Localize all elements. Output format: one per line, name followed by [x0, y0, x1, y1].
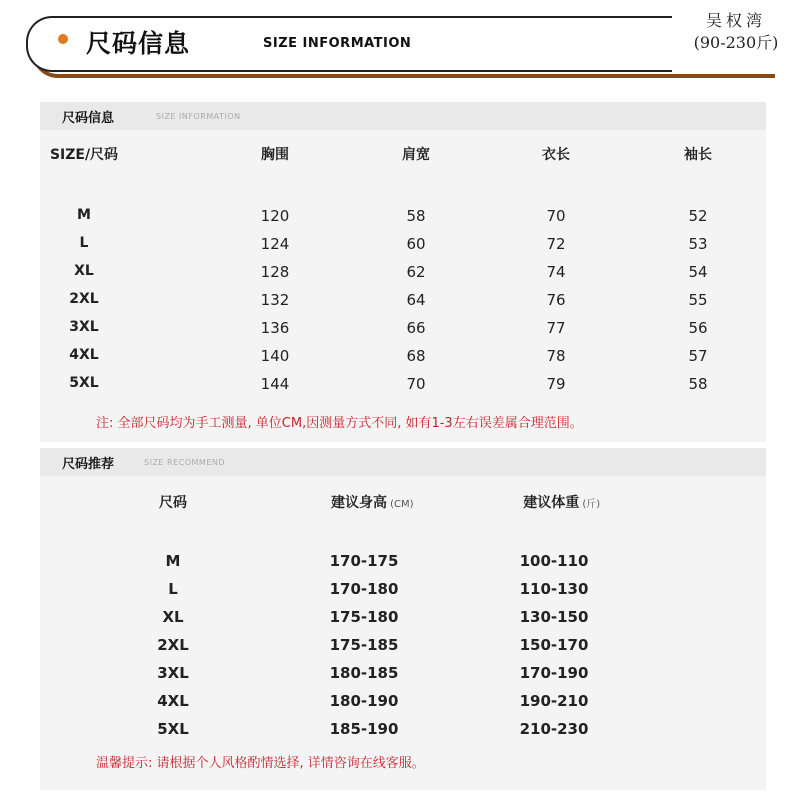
- table-cell: 52: [688, 207, 708, 225]
- size-label: 4XL: [69, 347, 99, 363]
- table-cell: 110-130: [519, 580, 589, 598]
- size-info-heading-cn: 尺码信息: [62, 111, 115, 126]
- table-cell: 210-230: [519, 720, 589, 738]
- size-label: 5XL: [69, 375, 99, 391]
- size-label: 2XL: [69, 291, 99, 307]
- column-header-label: 建议身高: [330, 495, 387, 511]
- table-cell: 53: [688, 235, 708, 253]
- column-header: 尺码: [159, 495, 187, 511]
- badge-weight-range: (90-230斤): [693, 33, 779, 52]
- column-header: 袖长: [684, 147, 712, 163]
- size-info-heading-en: SIZE INFORMATION: [156, 112, 241, 121]
- table-cell: 79: [546, 375, 566, 393]
- size-label: XL: [162, 608, 184, 626]
- table-cell: 60: [406, 235, 426, 253]
- table-cell: 74: [546, 263, 566, 281]
- table-cell: 57: [688, 347, 708, 365]
- column-unit: (斤): [579, 499, 601, 510]
- size-label: 4XL: [157, 692, 189, 710]
- table-cell: 76: [546, 291, 566, 309]
- table-cell: 64: [406, 291, 426, 309]
- size-label: L: [168, 580, 178, 598]
- table-cell: 70: [406, 375, 426, 393]
- table-cell: 150-170: [519, 636, 589, 654]
- table-cell: 132: [260, 291, 290, 309]
- table-cell: 140: [260, 347, 290, 365]
- table-cell: 170-175: [329, 552, 399, 570]
- table-cell: 58: [406, 207, 426, 225]
- table-cell: 77: [546, 319, 566, 337]
- column-header: SIZE/尺码: [49, 147, 119, 163]
- table-cell: 128: [260, 263, 290, 281]
- table-cell: 72: [546, 235, 566, 253]
- size-label: 3XL: [157, 664, 189, 682]
- size-label: 5XL: [157, 720, 189, 738]
- banner-title-cn: 尺码信息: [86, 29, 191, 58]
- size-label: XL: [74, 263, 94, 279]
- table-cell: 185-190: [329, 720, 399, 738]
- header-banner: [26, 16, 774, 72]
- column-header: 衣长: [542, 147, 570, 163]
- column-unit: (CM): [386, 499, 414, 510]
- table-cell: 180-185: [329, 664, 399, 682]
- table-cell: 78: [546, 347, 566, 365]
- size-recommend-note: 温馨提示: 请根据个人风格酌情选择, 详情咨询在线客服。: [96, 756, 425, 771]
- table-cell: 120: [260, 207, 290, 225]
- bullet-dot-icon: [58, 34, 68, 44]
- table-cell: 62: [406, 263, 426, 281]
- size-label: 3XL: [69, 319, 99, 335]
- table-cell: 54: [688, 263, 708, 281]
- table-cell: 170-190: [519, 664, 589, 682]
- column-header: [331, 492, 414, 512]
- size-recommend-heading-cn: 尺码推荐: [62, 457, 115, 472]
- corner-badge: [672, 6, 800, 72]
- table-cell: 190-210: [519, 692, 589, 710]
- table-cell: 136: [260, 319, 290, 337]
- table-cell: 56: [688, 319, 708, 337]
- size-label: 2XL: [157, 636, 189, 654]
- column-header: [523, 492, 600, 512]
- column-header: 胸围: [261, 147, 289, 163]
- table-cell: 100-110: [519, 552, 589, 570]
- size-info-heading: [40, 102, 766, 130]
- size-info-note: 注: 全部尺码均为手工测量, 单位CM,因测量方式不同, 如有1-3左右误差属合理范围。: [96, 416, 583, 431]
- table-cell: 68: [406, 347, 426, 365]
- table-cell: 70: [546, 207, 566, 225]
- table-cell: 180-190: [329, 692, 399, 710]
- table-cell: 175-185: [329, 636, 399, 654]
- table-cell: 170-180: [329, 580, 399, 598]
- badge-name: 吴权湾: [705, 11, 766, 30]
- size-recommend-heading: [40, 448, 766, 476]
- size-recommend-heading-en: SIZE RECOMMEND: [144, 458, 226, 467]
- table-cell: 144: [260, 375, 290, 393]
- size-label: M: [165, 552, 181, 570]
- banner-title-en: SIZE INFORMATION: [263, 36, 412, 51]
- size-label: L: [79, 235, 89, 251]
- table-cell: 58: [688, 375, 708, 393]
- table-cell: 55: [688, 291, 708, 309]
- column-header-label: 建议体重: [523, 495, 580, 511]
- size-recommend-panel: [40, 448, 766, 790]
- table-cell: 175-180: [329, 608, 399, 626]
- table-cell: 130-150: [519, 608, 589, 626]
- column-header: 肩宽: [402, 147, 430, 163]
- table-cell: 66: [406, 319, 426, 337]
- size-label: M: [77, 207, 91, 223]
- size-info-panel: [40, 102, 766, 442]
- table-cell: 124: [260, 235, 290, 253]
